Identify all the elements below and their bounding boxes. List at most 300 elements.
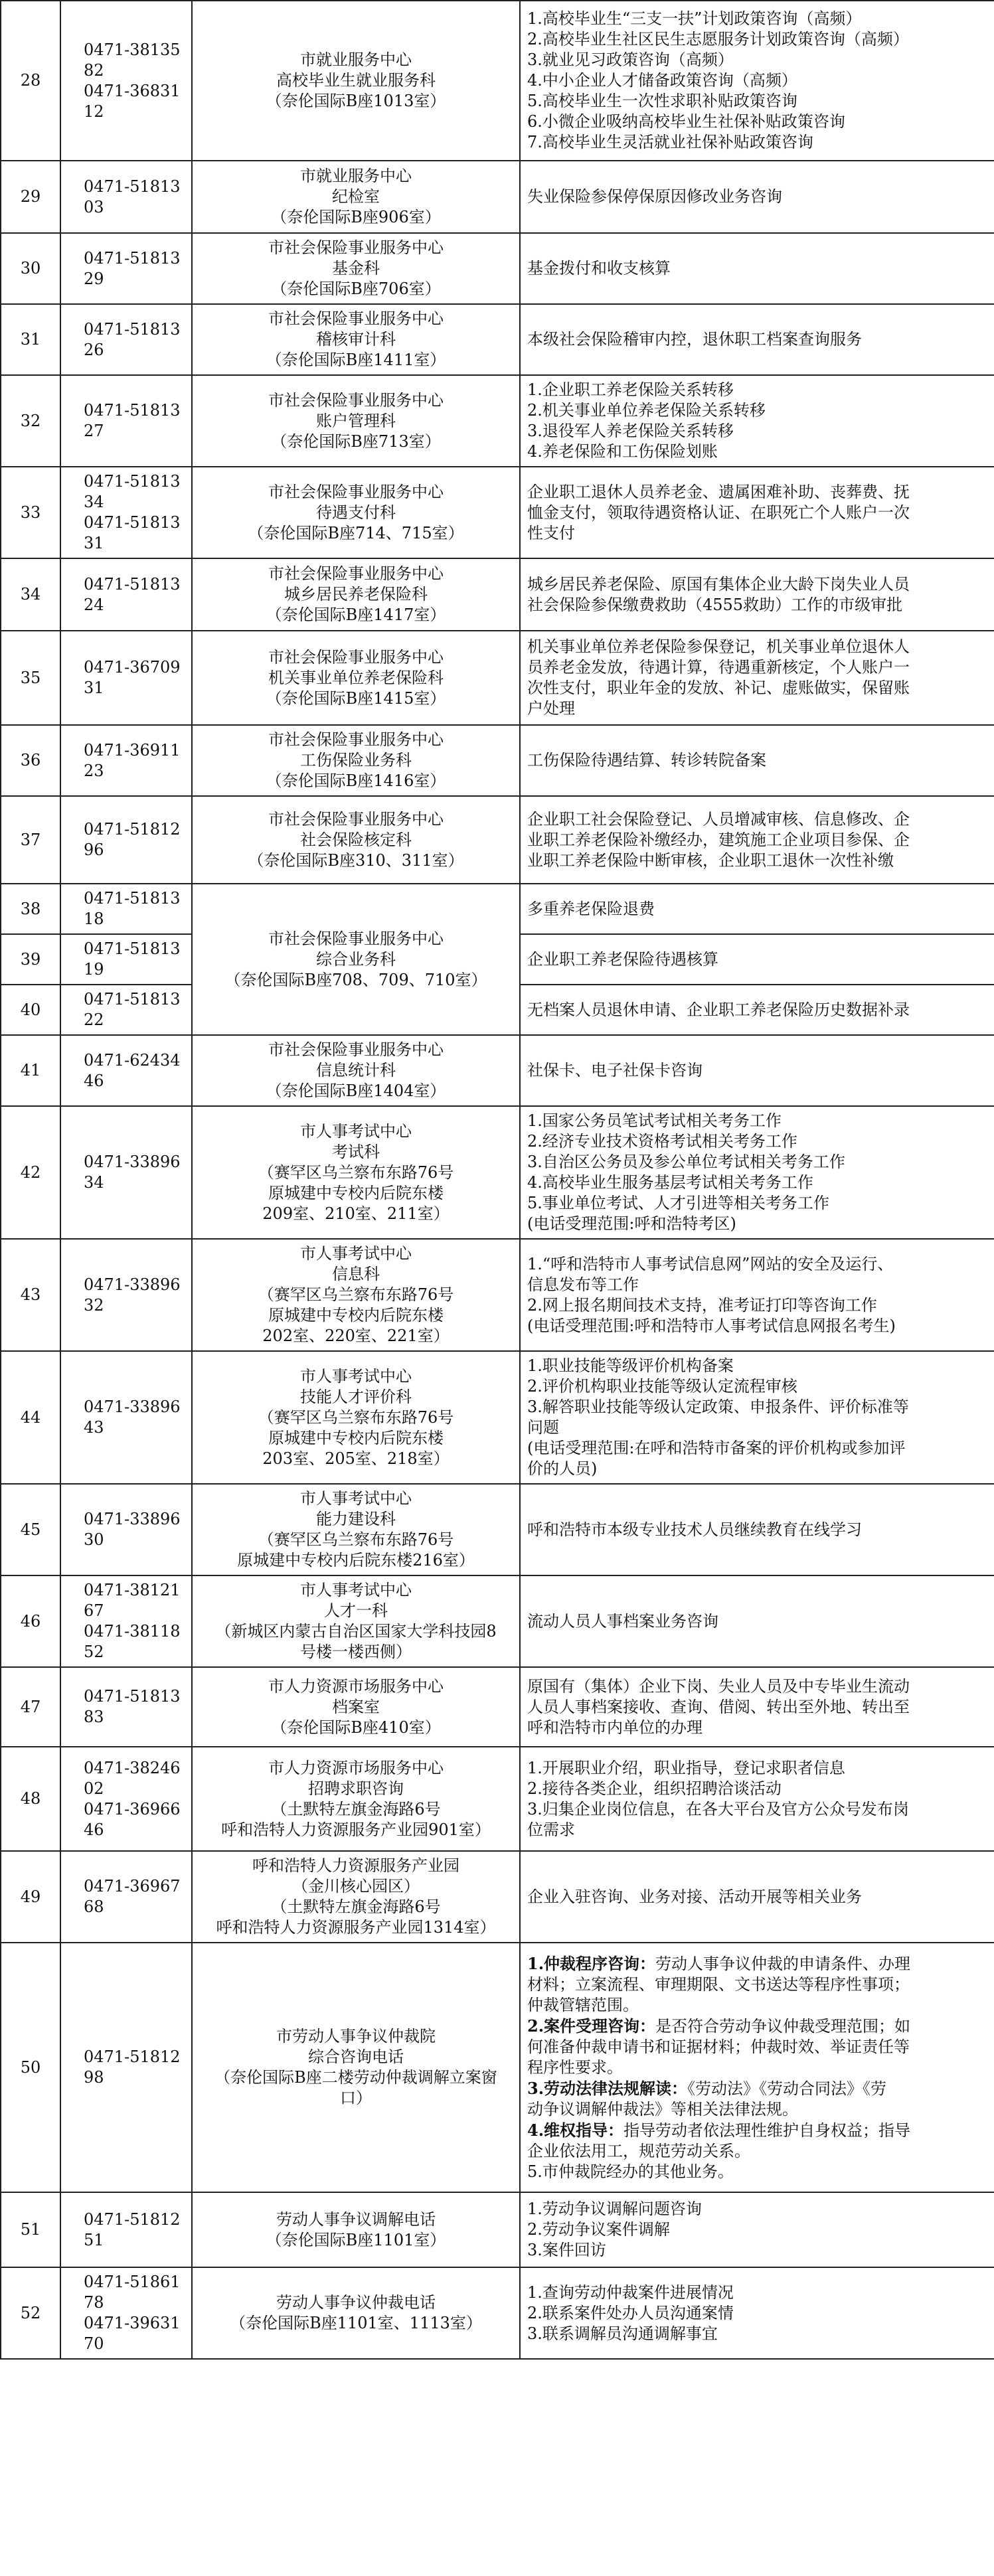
service-scope-line xyxy=(527,2099,987,2120)
department-line: （新城区内蒙古自治区国家大学科技园8 xyxy=(215,1622,497,1641)
phone-number: 0471-3670931 xyxy=(84,658,181,697)
table-row xyxy=(1,161,994,233)
department-line: 原城建中专校内后院东楼216室） xyxy=(237,1551,475,1570)
phone-cell xyxy=(60,1667,192,1747)
department-line: 市人事考试中心 xyxy=(300,1366,412,1386)
service-scope-text: 呼和浩特市本级专业技术人员继续教育在线学习 xyxy=(527,1520,862,1539)
department-line: （奈伦国际B座410室） xyxy=(271,1718,441,1737)
service-scope-text: 恤金支付，领取待遇资格认证、在职死亡个人账户一次 xyxy=(527,503,910,522)
phone-cell xyxy=(60,725,192,796)
department-line: 高校毕业生就业服务科 xyxy=(276,71,436,90)
service-scope-line xyxy=(527,50,987,70)
service-scope-text: 1.企业职工养老保险关系转移 xyxy=(527,380,734,399)
service-scope-cell xyxy=(520,558,994,631)
service-scope-line xyxy=(527,1417,987,1438)
service-scope-text: 3.案件回访 xyxy=(527,2241,606,2259)
department-cell xyxy=(192,1851,520,1943)
service-scope-line xyxy=(527,1316,987,1336)
service-scope-text: 次性支付，职业年金的发放、补记、虚账做实，保留账 xyxy=(527,679,910,697)
department-line: 市社会保险事业服务中心 xyxy=(268,730,444,749)
service-scope-line xyxy=(527,482,987,503)
service-scope-cell xyxy=(520,1575,994,1667)
service-scope-text: 位需求 xyxy=(527,1820,575,1839)
service-scope-line xyxy=(527,132,987,153)
service-scope-cell xyxy=(520,1239,994,1351)
department-line: 工伤保险业务科 xyxy=(300,751,412,769)
department-cell xyxy=(192,796,520,884)
service-scope-text: 5.市仲裁院经办的其他业务。 xyxy=(527,2162,734,2181)
phone-cell xyxy=(60,1035,192,1106)
service-scope-line xyxy=(527,258,987,279)
service-scope-text: 仲裁管辖范围。 xyxy=(527,1995,639,2014)
service-scope-line xyxy=(527,29,987,50)
service-scope-text: 程序性要求。 xyxy=(527,2057,623,2077)
row-number: 40 xyxy=(1,985,60,1035)
service-scope-text: 是否符合劳动争议仲裁受理范围；如 xyxy=(655,2016,911,2036)
phone-cell xyxy=(60,233,192,304)
department-line: 号楼一楼西侧） xyxy=(300,1643,412,1661)
service-scope-text: 2.劳动争议案件调解 xyxy=(527,2220,670,2239)
service-scope-line xyxy=(527,2141,987,2162)
department-cell xyxy=(192,631,520,725)
phone-cell xyxy=(60,1,192,161)
phone-number: 0471-3683112 xyxy=(84,81,181,121)
table-row xyxy=(1,1943,994,2192)
service-scope-text: 2.经济专业技术资格考试相关考务工作 xyxy=(527,1132,797,1151)
service-scope-text: 户处理 xyxy=(527,699,575,718)
row-number: 44 xyxy=(1,1351,60,1484)
department-line: 市人事考试中心 xyxy=(300,1581,412,1599)
table-row xyxy=(1,1,994,161)
department-line: （奈伦国际B座713室） xyxy=(271,432,441,451)
service-scope-text: 1.国家公务员笔试考试相关考务工作 xyxy=(527,1111,782,1130)
department-line: 机关事业单位养老保险科 xyxy=(268,668,444,687)
service-scope-text: 企业职工退休人员养老金、遗属困难补助、丧葬费、抚 xyxy=(527,482,910,501)
department-line: 技能人才评价科 xyxy=(300,1387,412,1406)
row-number: 31 xyxy=(1,304,60,375)
service-scope-cell xyxy=(520,1484,994,1575)
service-scope-text: 性支付 xyxy=(527,523,575,542)
row-number: 42 xyxy=(1,1106,60,1239)
service-scope-line xyxy=(527,1397,987,1417)
service-scope-text: 企业入驻咨询、业务对接、活动开展等相关业务 xyxy=(527,1887,862,1906)
phone-cell xyxy=(60,161,192,233)
service-scope-line xyxy=(527,503,987,523)
phone-number: 0471-5181334 xyxy=(84,472,181,511)
service-scope-text: 社会保险参保缴费救助（4555救助）工作的市级审批 xyxy=(527,595,903,614)
phone-cell xyxy=(60,1575,192,1667)
service-scope-cell xyxy=(520,1,994,161)
service-scope-text: 城乡居民养老保险、原国有集体企业大龄下岗失业人员 xyxy=(527,574,910,594)
service-scope-line xyxy=(527,1438,987,1459)
phone-cell xyxy=(60,934,192,985)
service-scope-text: 材料；立案流程、审理期限、文书送达等程序性事项； xyxy=(527,1974,910,1994)
service-scope-text: 1.开展职业介绍，职业指导，登记求职者信息 xyxy=(527,1758,845,1777)
service-scope-text: 多重养老保险退费 xyxy=(527,899,655,918)
phone-number: 0471-5186178 xyxy=(84,2273,181,2312)
service-scope-text: (电话受理范围:在呼和浩特市备案的评价机构或参加评 xyxy=(527,1439,906,1457)
service-scope-heading: 1.仲裁程序咨询： xyxy=(527,1953,656,1973)
service-scope-text: 原国有（集体）企业下岗、失业人员及中专毕业生流动 xyxy=(527,1676,910,1696)
department-cell xyxy=(192,2267,520,2359)
service-scope-line xyxy=(527,70,987,91)
service-scope-line xyxy=(527,1000,987,1020)
service-scope-line xyxy=(527,574,987,595)
service-scope-line xyxy=(527,380,987,400)
service-scope-line xyxy=(527,1193,987,1214)
department-line: （奈伦国际B座310、311室） xyxy=(248,850,464,870)
phone-number: 0471-3696768 xyxy=(84,1877,181,1916)
service-scope-text: 7.高校毕业生灵活就业社保补贴政策咨询 xyxy=(527,133,813,151)
service-scope-cell xyxy=(520,2192,994,2267)
service-scope-cell xyxy=(520,2267,994,2359)
department-line: （土默特左旗金海路6号 xyxy=(271,1799,441,1818)
phone-cell xyxy=(60,1747,192,1851)
service-scope-text: 员养老金发放，待遇计算，待遇重新核定，个人账户一 xyxy=(527,658,910,677)
service-scope-cell xyxy=(520,375,994,467)
phone-cell xyxy=(60,985,192,1035)
department-line: 市人力资源市场服务中心 xyxy=(268,1676,444,1696)
service-scope-line xyxy=(527,2162,987,2182)
service-scope-line xyxy=(527,442,987,462)
service-scope-line xyxy=(527,1459,987,1479)
table-row xyxy=(1,375,994,467)
service-scope-line xyxy=(527,2283,987,2303)
department-line: （奈伦国际B座1411室） xyxy=(266,351,446,369)
service-scope-text: 《劳动法》《劳动合同法》《劳 xyxy=(687,2079,887,2098)
phone-cell xyxy=(60,467,192,558)
service-scope-line xyxy=(527,678,987,698)
department-line: 人才一科 xyxy=(324,1601,388,1620)
service-scope-line xyxy=(527,2199,987,2219)
service-scope-text: 基金拨付和收支核算 xyxy=(527,259,671,278)
service-scope-line xyxy=(527,1676,987,1697)
service-scope-text: 3.退役军人养老保险关系转移 xyxy=(527,422,734,440)
service-scope-line xyxy=(527,523,987,544)
phone-cell xyxy=(60,1943,192,2192)
row-number: 48 xyxy=(1,1747,60,1851)
service-scope-text: 工伤保险待遇结算、转诊转院备案 xyxy=(527,751,766,769)
department-cell xyxy=(192,558,520,631)
department-cell xyxy=(192,467,520,558)
row-number: 50 xyxy=(1,1943,60,2192)
table-row xyxy=(1,884,994,934)
service-scope-text: 2.联系案件处办人员沟通案情 xyxy=(527,2303,734,2322)
service-scope-line xyxy=(527,595,987,615)
service-scope-cell xyxy=(520,161,994,233)
service-scope-line xyxy=(527,1060,987,1081)
phone-number: 0471-5181296 xyxy=(84,820,181,859)
row-number: 52 xyxy=(1,2267,60,2359)
service-scope-text: 4.养老保险和工伤保险划账 xyxy=(527,442,718,461)
department-cell xyxy=(192,1035,520,1106)
department-line: 202室、220室、221室） xyxy=(262,1327,450,1345)
department-line: （赛罕区乌兰察布东路76号 xyxy=(258,1163,454,1182)
table-row xyxy=(1,1667,994,1747)
row-number: 28 xyxy=(1,1,60,161)
department-line: 209室、210室、211室） xyxy=(262,1204,450,1223)
phone-number: 0471-3389634 xyxy=(84,1153,181,1192)
phone-cell xyxy=(60,1106,192,1239)
phone-cell xyxy=(60,375,192,467)
department-line: 社会保险核定科 xyxy=(300,830,412,849)
service-scope-text: 本级社会保险稽审内控，退休职工档案查询服务 xyxy=(527,330,862,349)
service-scope-text: 社保卡、电子社保卡咨询 xyxy=(527,1061,703,1080)
service-scope-line xyxy=(527,637,987,657)
table-row xyxy=(1,1575,994,1667)
service-scope-cell xyxy=(520,1851,994,1943)
row-number: 30 xyxy=(1,233,60,304)
phone-number: 0471-6243446 xyxy=(84,1050,181,1090)
department-line: 原城建中专校内后院东楼 xyxy=(268,1428,444,1447)
service-scope-text: 2.高校毕业生社区民生志愿服务计划政策咨询（高频） xyxy=(527,30,909,48)
department-line: （赛罕区乌兰察布东路76号 xyxy=(258,1408,454,1427)
service-scope-text: 劳动人事争议仲裁的申请条件、办理 xyxy=(655,1954,911,1973)
table-row xyxy=(1,2267,994,2359)
service-scope-line xyxy=(527,949,987,970)
department-line: 市社会保险事业服务中心 xyxy=(268,1040,444,1059)
department-line: 档案室 xyxy=(332,1697,380,1716)
table-row xyxy=(1,1747,994,1851)
department-cell xyxy=(192,2192,520,2267)
service-scope-text: 2.接待各类企业，组织招聘洽谈活动 xyxy=(527,1779,782,1798)
row-number: 45 xyxy=(1,1484,60,1575)
service-scope-text: 企业依法用工，规范劳动关系。 xyxy=(527,2141,750,2160)
phone-number: 0471-3389643 xyxy=(84,1398,181,1437)
service-scope-text: 6.小微企业吸纳高校毕业生社保补贴政策咨询 xyxy=(527,112,845,131)
department-line: （奈伦国际B座906室） xyxy=(271,208,441,226)
department-cell xyxy=(192,1667,520,1747)
phone-number: 0471-5181326 xyxy=(84,319,181,359)
service-scope-text: 呼和浩特市内单位的办理 xyxy=(527,1718,703,1737)
service-scope-cell xyxy=(520,233,994,304)
row-number: 37 xyxy=(1,796,60,884)
phone-cell xyxy=(60,1851,192,1943)
service-scope-cell xyxy=(520,304,994,375)
department-line: 招聘求职咨询 xyxy=(308,1779,404,1798)
service-scope-heading: 3.劳动法律法规解读： xyxy=(527,2078,688,2098)
service-scope-text: 价的人员) xyxy=(527,1459,598,1478)
service-scope-cell xyxy=(520,1747,994,1851)
table-row xyxy=(1,1851,994,1943)
service-scope-line xyxy=(527,112,987,132)
service-scope-line xyxy=(527,2078,987,2099)
department-line: 基金科 xyxy=(332,259,380,278)
department-line: 账户管理科 xyxy=(316,411,396,430)
department-line: 综合咨询电话 xyxy=(308,2048,404,2066)
phone-cell xyxy=(60,304,192,375)
phone-number: 0471-5181324 xyxy=(84,574,181,614)
service-scope-text: 企业职工社会保险登记、人员增减审核、信息修改、企 xyxy=(527,809,910,829)
contact-table-body xyxy=(1,1,994,2359)
service-scope-cell xyxy=(520,985,994,1035)
department-line: （奈伦国际B座1417室） xyxy=(266,605,446,624)
service-scope-line xyxy=(527,2303,987,2324)
department-line: 呼和浩特人力资源服务产业园1314室） xyxy=(216,1918,496,1937)
phone-number: 0471-5181329 xyxy=(84,248,181,288)
phone-cell xyxy=(60,2267,192,2359)
service-scope-cell xyxy=(520,631,994,725)
service-scope-line xyxy=(527,1953,987,1974)
table-row xyxy=(1,725,994,796)
service-scope-line xyxy=(527,850,987,871)
service-scope-cell xyxy=(520,725,994,796)
service-scope-line xyxy=(527,2219,987,2240)
department-line: 市人事考试中心 xyxy=(300,1244,412,1263)
service-scope-text: 1.“呼和浩特市人事考试信息网”网站的安全及运行、 xyxy=(527,1254,894,1273)
service-scope-text: 5.高校毕业生一次性求职补贴政策咨询 xyxy=(527,92,797,110)
department-line: （奈伦国际B座1416室） xyxy=(266,771,446,790)
service-scope-text: 3.就业见习政策咨询（高频） xyxy=(527,50,734,69)
service-scope-line xyxy=(527,657,987,678)
phone-cell xyxy=(60,1484,192,1575)
service-scope-cell xyxy=(520,796,994,884)
service-scope-line xyxy=(527,1152,987,1172)
department-line: （奈伦国际B座706室） xyxy=(271,280,441,298)
department-line: 城乡居民养老保险科 xyxy=(284,585,428,604)
service-scope-heading: 2.案件受理咨询： xyxy=(527,2016,656,2036)
department-line: 203室、205室、218室） xyxy=(262,1449,450,1468)
department-line: （土默特左旗金海路6号 xyxy=(271,1897,441,1916)
department-line: 信息科 xyxy=(332,1265,380,1283)
department-cell xyxy=(192,725,520,796)
service-scope-line xyxy=(527,1697,987,1718)
department-line: （奈伦国际B座1415室） xyxy=(266,688,446,708)
row-number: 49 xyxy=(1,1851,60,1943)
service-scope-text: 3.自治区公务员及参公单位考试相关考务工作 xyxy=(527,1153,845,1171)
department-line: （金川核心园区） xyxy=(292,1877,420,1895)
phone-number: 0471-5181298 xyxy=(84,2048,181,2087)
service-scope-text: 4.中小企业人才储备政策咨询（高频） xyxy=(527,71,797,90)
service-scope-text: 3.归集企业岗位信息，在各大平台及官方公众号发布岗 xyxy=(527,1799,909,1818)
service-scope-line xyxy=(527,329,987,350)
service-scope-line xyxy=(527,1111,987,1131)
service-scope-cell xyxy=(520,884,994,934)
service-scope-line xyxy=(527,1611,987,1632)
phone-cell xyxy=(60,884,192,934)
service-scope-text: 何准备仲裁申请书和证据材料；仲裁时效、举证责任等 xyxy=(527,2037,910,2056)
service-scope-line xyxy=(527,1131,987,1152)
service-scope-line xyxy=(527,1214,987,1234)
service-scope-line xyxy=(527,2037,987,2057)
row-number: 34 xyxy=(1,558,60,631)
department-cell xyxy=(192,1943,520,2192)
phone-number: 0471-5181331 xyxy=(84,513,181,552)
service-scope-text: (电话受理范围:呼和浩特市人事考试信息网报名考生) xyxy=(527,1316,896,1335)
table-row xyxy=(1,467,994,558)
department-line: 市人事考试中心 xyxy=(300,1489,412,1508)
phone-number: 0471-5181322 xyxy=(84,990,181,1029)
phone-cell xyxy=(60,1239,192,1351)
service-scope-cell xyxy=(520,1035,994,1106)
service-scope-line xyxy=(527,1995,987,2016)
service-scope-line xyxy=(527,698,987,719)
row-number: 35 xyxy=(1,631,60,725)
service-scope-text: 4.高校毕业生服务基层考试相关考务工作 xyxy=(527,1173,813,1192)
phone-number: 0471-5181318 xyxy=(84,889,181,928)
department-line: 劳动人事争议调解电话 xyxy=(276,2210,436,2229)
service-scope-line xyxy=(527,2240,987,2261)
department-line: 市社会保险事业服务中心 xyxy=(268,238,444,257)
service-scope-line xyxy=(527,91,987,112)
row-number: 32 xyxy=(1,375,60,467)
service-scope-line xyxy=(527,1275,987,1295)
service-scope-text: 无档案人员退休申请、企业职工养老保险历史数据补录 xyxy=(527,1000,910,1019)
department-line: 市人力资源市场服务中心 xyxy=(268,1758,444,1777)
phone-number: 0471-3813582 xyxy=(84,40,181,80)
department-line: （奈伦国际B座1013室） xyxy=(266,92,446,110)
service-scope-cell xyxy=(520,1351,994,1484)
service-scope-text: 2.机关事业单位养老保险关系转移 xyxy=(527,401,766,420)
phone-number: 0471-3963170 xyxy=(84,2314,181,2353)
department-cell xyxy=(192,884,520,1035)
service-scope-text: 信息发布等工作 xyxy=(527,1275,639,1294)
department-line: 稽核审计科 xyxy=(316,330,396,349)
service-scope-text: 流动人员人事档案业务咨询 xyxy=(527,1611,718,1631)
service-scope-line xyxy=(527,750,987,771)
service-scope-line xyxy=(527,1295,987,1316)
department-line: （赛罕区乌兰察布东路76号 xyxy=(258,1530,454,1549)
row-number: 38 xyxy=(1,884,60,934)
row-number: 29 xyxy=(1,161,60,233)
department-line: 市社会保险事业服务中心 xyxy=(268,564,444,583)
service-scope-text: 1.职业技能等级评价机构备案 xyxy=(527,1356,734,1375)
row-number: 46 xyxy=(1,1575,60,1667)
service-scope-line xyxy=(527,187,987,207)
service-scope-text: 指导劳动者依法理性维护自身权益；指导 xyxy=(623,2121,911,2140)
table-row xyxy=(1,631,994,725)
service-scope-line xyxy=(527,1799,987,1820)
department-line: 呼和浩特人力资源服务产业园901室） xyxy=(221,1820,491,1839)
department-cell xyxy=(192,161,520,233)
service-scope-line xyxy=(527,2324,987,2344)
service-scope-text: 企业职工养老保险待遇核算 xyxy=(527,949,718,969)
department-line: 市社会保险事业服务中心 xyxy=(268,809,444,829)
department-cell xyxy=(192,233,520,304)
department-line: 市社会保险事业服务中心 xyxy=(268,390,444,410)
service-scope-line xyxy=(527,2057,987,2078)
department-cell xyxy=(192,1106,520,1239)
department-line: 纪检室 xyxy=(332,187,380,206)
service-scope-line xyxy=(527,9,987,29)
service-scope-line xyxy=(527,1254,987,1275)
table-row xyxy=(1,558,994,631)
service-scope-line xyxy=(527,1376,987,1397)
department-cell xyxy=(192,1484,520,1575)
department-line: （奈伦国际B座1101室） xyxy=(266,2230,446,2249)
service-scope-text: 业职工养老保险中断审核，企业职工退休一次性补缴 xyxy=(527,850,894,870)
department-cell xyxy=(192,1,520,161)
department-line: 市人事考试中心 xyxy=(300,1121,412,1141)
department-line: 综合业务科 xyxy=(316,949,396,969)
row-number: 36 xyxy=(1,725,60,796)
service-scope-text: (电话受理范围:呼和浩特考区) xyxy=(527,1214,736,1233)
department-line: 能力建设科 xyxy=(316,1510,396,1528)
department-line: （奈伦国际B座二楼劳动仲裁调解立案窗 xyxy=(214,2068,497,2087)
table-row xyxy=(1,1239,994,1351)
department-line: 市社会保险事业服务中心 xyxy=(268,309,444,328)
department-line: 考试科 xyxy=(332,1142,380,1161)
service-scope-line xyxy=(527,1887,987,1907)
table-row xyxy=(1,1484,994,1575)
department-line: （奈伦国际B座708、709、710室） xyxy=(224,970,487,989)
phone-cell xyxy=(60,796,192,884)
row-number: 51 xyxy=(1,2192,60,2267)
service-scope-cell xyxy=(520,934,994,985)
department-line: 市就业服务中心 xyxy=(300,50,412,69)
service-scope-line xyxy=(527,1974,987,1995)
service-scope-text: 人员人事档案接收、查询、借阅、转出至外地、转出至 xyxy=(527,1697,910,1716)
